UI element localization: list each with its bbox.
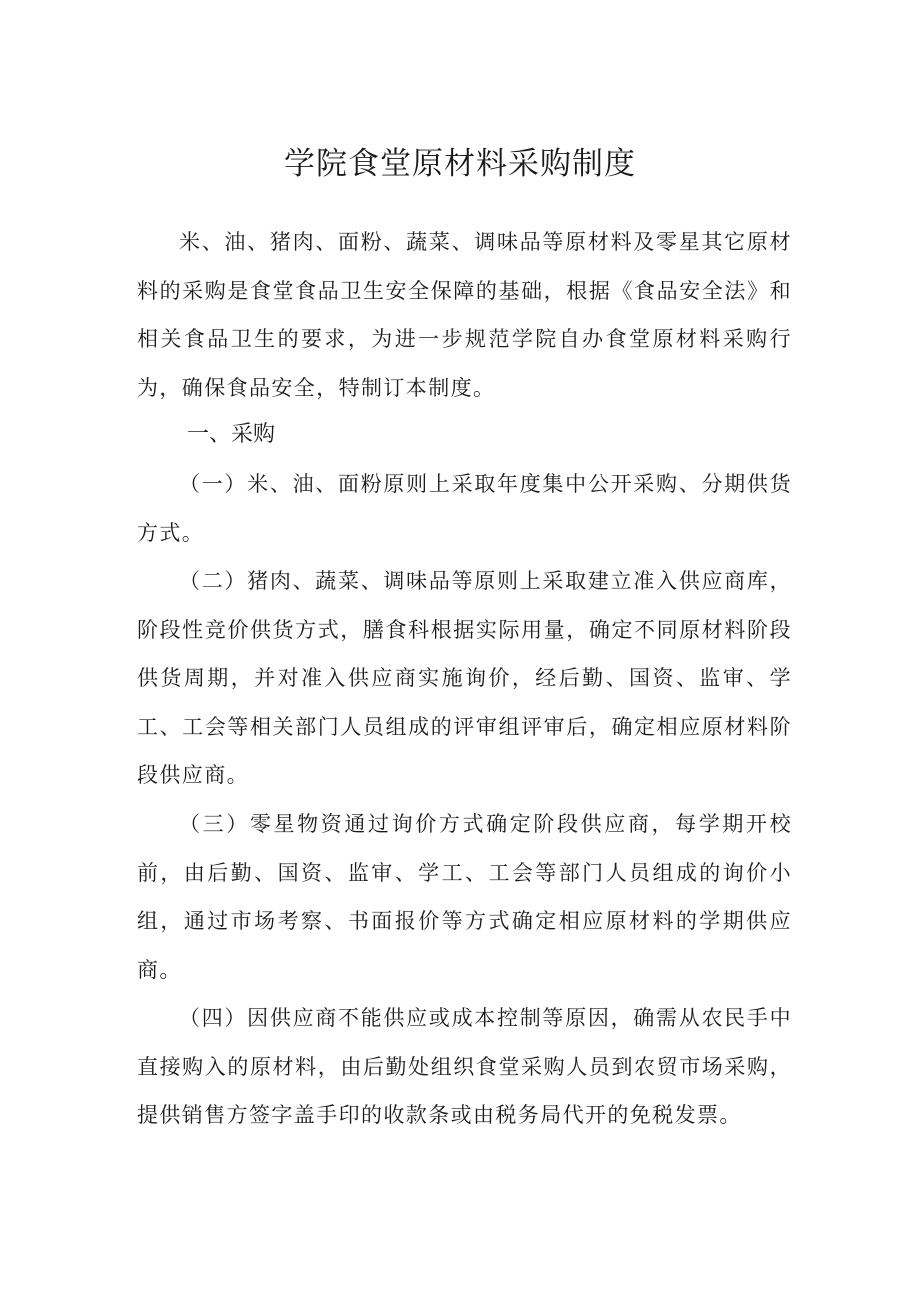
section-heading: 一、采购 [187, 422, 276, 447]
list-item: （一）米、油、面粉原则上采取年度集中公开采购、分期供货方式。 [137, 472, 792, 545]
list-item: （三）零星物资通过询价方式确定阶段供应商，每学期开校前，由后勤、国资、监审、学工、工会等部门人员组成的询价小组，通过市场考察、书面报价等方式确定相应原材料的学期供应商。 [137, 812, 792, 982]
list-item: （四）因供应商不能供应或成本控制等原因，确需从农民手中直接购入的原材料，由后勤处组织食堂采购人员到农贸市场采购，提供销售方签字盖手印的收款条或由税务局代开的免税发票。 [137, 1006, 792, 1127]
list-item: （二）猪肉、蔬菜、调味品等原则上采取建立准入供应商库，阶段性竞价供货方式，膳食科根据实际用量，确定不同原材料阶段供货周期，并对准入供应商实施询价，经后勤、国资、监审、学工、工会等相关部门人员组成的评审组评审后，确定相应原材料阶段供应商。 [137, 569, 792, 787]
page-title: 学院食堂原材料采购制度 [284, 146, 636, 182]
intro-paragraph: 米、油、猪肉、面粉、蔬菜、调味品等原材料及零星其它原材料的采购是食堂食品卫生安全保障的基础，根据《食品安全法》和相关食品卫生的要求，为进一步规范学院自办食堂原材料采购行为，确保食品安全，特制订本制度。 [137, 230, 792, 400]
